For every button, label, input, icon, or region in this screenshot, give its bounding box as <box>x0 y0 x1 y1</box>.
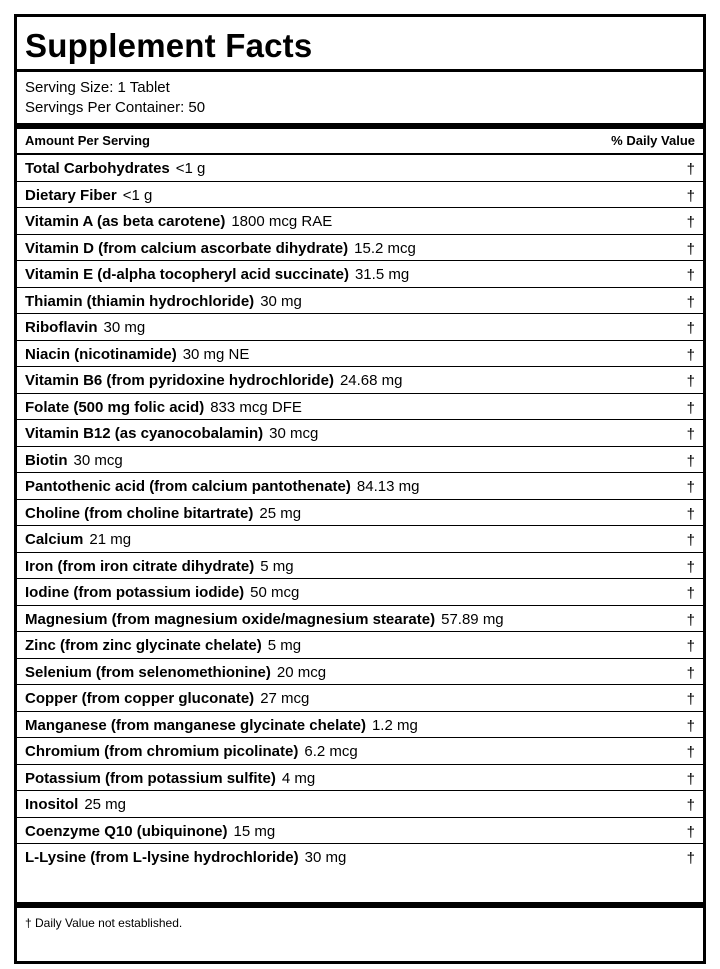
thick-divider-top <box>17 123 703 129</box>
nutrient-name: Potassium (from potassium sulfite) <box>25 769 276 787</box>
nutrient-amount: 4 mg <box>281 769 316 787</box>
daily-value-dagger: † <box>686 611 695 629</box>
daily-value-dagger: † <box>686 717 695 735</box>
nutrient-label <box>25 501 301 526</box>
nutrient-label <box>25 607 504 632</box>
nutrient-amount: 57.89 mg <box>441 610 504 628</box>
nutrient-label <box>25 580 299 605</box>
nutrient-label <box>25 474 419 499</box>
nutrient-label <box>25 183 152 208</box>
daily-value-dagger: † <box>686 770 695 788</box>
nutrient-amount: 30 mcg <box>269 425 319 442</box>
nutrient-amount: 6.2 mcg <box>304 743 358 760</box>
nutrient-row <box>17 632 703 659</box>
daily-value-dagger: † <box>686 187 695 205</box>
nutrient-amount: 30 mg NE <box>182 345 250 363</box>
nutrient-label <box>25 554 294 579</box>
daily-value-dagger: † <box>686 346 695 364</box>
nutrient-name: Total Carbohydrates <box>25 160 170 177</box>
daily-value-dagger: † <box>686 240 695 258</box>
title-divider <box>17 69 703 72</box>
nutrient-label <box>25 421 318 446</box>
nutrient-name: Biotin <box>25 451 68 469</box>
thick-divider-bottom <box>17 902 703 908</box>
nutrient-name: Vitamin D (from calcium ascorbate dihydrate) <box>25 239 349 257</box>
daily-value-dagger: † <box>686 850 695 867</box>
nutrient-amount: 24.68 mg <box>339 372 403 389</box>
daily-value-dagger: † <box>686 320 695 337</box>
daily-value-dagger: † <box>686 479 695 496</box>
nutrient-row <box>17 235 703 262</box>
nutrient-row <box>17 738 703 765</box>
nutrient-name: Selenium (from selenomethionine) <box>25 663 271 681</box>
amount-per-serving-header: Amount Per Serving <box>25 133 150 148</box>
nutrient-row <box>17 659 703 686</box>
daily-value-dagger: † <box>686 558 695 576</box>
daily-value-header: % Daily Value <box>611 133 695 148</box>
nutrient-label <box>25 766 315 791</box>
nutrient-row <box>17 553 703 580</box>
nutrient-label <box>25 845 346 870</box>
nutrient-label <box>25 686 309 711</box>
nutrient-label <box>25 819 275 844</box>
nutrient-row <box>17 341 703 368</box>
nutrient-row <box>17 314 703 341</box>
footnote: † Daily Value not established. <box>25 916 183 930</box>
nutrient-name: Dietary Fiber <box>25 186 117 204</box>
nutrient-row <box>17 500 703 527</box>
nutrient-table <box>17 155 703 870</box>
daily-value-dagger: † <box>686 399 695 417</box>
nutrient-name: Thiamin (thiamin hydrochloride) <box>25 292 255 310</box>
nutrient-label <box>25 739 358 764</box>
daily-value-dagger: † <box>686 293 695 311</box>
nutrient-amount: 1800 mcg RAE <box>231 213 333 230</box>
nutrient-amount: <1 g <box>175 160 206 177</box>
nutrient-name: L-Lysine (from L-lysine hydrochloride) <box>25 849 299 866</box>
nutrient-row <box>17 818 703 845</box>
nutrient-row <box>17 579 703 606</box>
nutrient-label <box>25 342 249 367</box>
nutrient-name: Vitamin E (d-alpha tocopheryl acid succinate) <box>25 266 349 283</box>
nutrient-amount: 31.5 mg <box>354 266 410 283</box>
nutrient-row <box>17 791 703 818</box>
nutrient-label <box>25 209 332 234</box>
daily-value-dagger: † <box>686 823 695 841</box>
daily-value-dagger: † <box>686 664 695 682</box>
daily-value-dagger: † <box>686 267 695 284</box>
nutrient-row <box>17 844 703 870</box>
nutrient-amount: <1 g <box>122 186 153 204</box>
daily-value-dagger: † <box>686 585 695 602</box>
daily-value-dagger: † <box>686 797 695 814</box>
daily-value-dagger: † <box>686 505 695 523</box>
nutrient-label <box>25 792 126 817</box>
nutrient-amount: 27 mcg <box>260 690 310 707</box>
nutrient-label <box>25 156 205 181</box>
nutrient-amount: 30 mg <box>304 849 347 866</box>
nutrient-amount: 1.2 mg <box>371 716 418 734</box>
nutrient-label <box>25 660 326 685</box>
nutrient-name: Inositol <box>25 796 79 813</box>
nutrient-label <box>25 289 302 314</box>
daily-value-dagger: † <box>686 426 695 443</box>
nutrient-amount: 15 mg <box>233 822 276 840</box>
nutrient-amount: 30 mg <box>103 319 146 336</box>
nutrient-row <box>17 526 703 553</box>
nutrient-name: Zinc (from zinc glycinate chelate) <box>25 637 262 654</box>
column-header-row <box>25 131 695 153</box>
nutrient-name: Choline (from choline bitartrate) <box>25 504 254 522</box>
nutrient-amount: 5 mg <box>260 557 294 575</box>
nutrient-amount: 84.13 mg <box>356 478 420 495</box>
nutrient-name: Coenzyme Q10 (ubiquinone) <box>25 822 228 840</box>
nutrient-row <box>17 261 703 288</box>
nutrient-row <box>17 765 703 792</box>
nutrient-amount: 15.2 mcg <box>354 239 416 257</box>
nutrient-row <box>17 155 703 182</box>
nutrient-amount: 5 mg <box>267 637 302 654</box>
nutrient-label <box>25 368 402 393</box>
daily-value-dagger: † <box>686 214 695 231</box>
panel-title: Supplement Facts <box>25 27 313 64</box>
nutrient-label <box>25 448 123 473</box>
nutrient-row <box>17 208 703 235</box>
nutrient-label <box>25 527 131 552</box>
nutrient-name: Manganese (from manganese glycinate chelate) <box>25 716 366 734</box>
nutrient-amount: 21 mg <box>89 531 132 548</box>
nutrient-amount: 25 mg <box>259 504 302 522</box>
supplement-facts-panel <box>14 14 706 964</box>
nutrient-amount: 833 mcg DFE <box>210 398 302 416</box>
nutrient-row <box>17 473 703 500</box>
servings-per-container: Servings Per Container: 50 <box>25 99 206 116</box>
nutrient-row <box>17 420 703 447</box>
nutrient-label <box>25 262 409 287</box>
nutrient-name: Vitamin A (as beta carotene) <box>25 213 226 230</box>
nutrient-label <box>25 713 418 738</box>
nutrient-row <box>17 685 703 712</box>
nutrient-row <box>17 288 703 315</box>
nutrient-name: Copper (from copper gluconate) <box>25 690 255 707</box>
daily-value-dagger: † <box>686 638 695 655</box>
nutrient-label <box>25 315 145 340</box>
nutrient-name: Pantothenic acid (from calcium pantothenate) <box>25 478 351 495</box>
nutrient-amount: 50 mcg <box>250 584 300 601</box>
nutrient-name: Niacin (nicotinamide) <box>25 345 177 363</box>
nutrient-name: Magnesium (from magnesium oxide/magnesium stearate) <box>25 610 436 628</box>
nutrient-name: Riboflavin <box>25 319 98 336</box>
nutrient-amount: 25 mg <box>84 796 127 813</box>
daily-value-dagger: † <box>686 161 695 178</box>
daily-value-dagger: † <box>686 744 695 761</box>
nutrient-name: Iodine (from potassium iodide) <box>25 584 245 601</box>
nutrient-name: Calcium <box>25 531 84 548</box>
daily-value-dagger: † <box>686 373 695 390</box>
nutrient-label <box>25 395 302 420</box>
daily-value-dagger: † <box>686 691 695 708</box>
nutrient-row <box>17 712 703 739</box>
nutrient-row <box>17 394 703 421</box>
nutrient-name: Vitamin B6 (from pyridoxine hydrochloride) <box>25 372 334 389</box>
nutrient-name: Folate (500 mg folic acid) <box>25 398 205 416</box>
nutrient-name: Chromium (from chromium picolinate) <box>25 743 299 760</box>
nutrient-row <box>17 182 703 209</box>
nutrient-row <box>17 606 703 633</box>
nutrient-row <box>17 367 703 394</box>
nutrient-amount: 30 mcg <box>73 451 123 469</box>
nutrient-name: Iron (from iron citrate dihydrate) <box>25 557 255 575</box>
nutrient-name: Vitamin B12 (as cyanocobalamin) <box>25 425 264 442</box>
serving-size: Serving Size: 1 Tablet <box>25 79 170 96</box>
nutrient-row <box>17 447 703 474</box>
nutrient-amount: 30 mg <box>260 292 302 310</box>
daily-value-dagger: † <box>686 452 695 470</box>
nutrient-amount: 20 mcg <box>276 663 327 681</box>
serving-info <box>25 78 205 118</box>
nutrient-label <box>25 633 301 658</box>
nutrient-label <box>25 236 416 261</box>
daily-value-dagger: † <box>686 532 695 549</box>
